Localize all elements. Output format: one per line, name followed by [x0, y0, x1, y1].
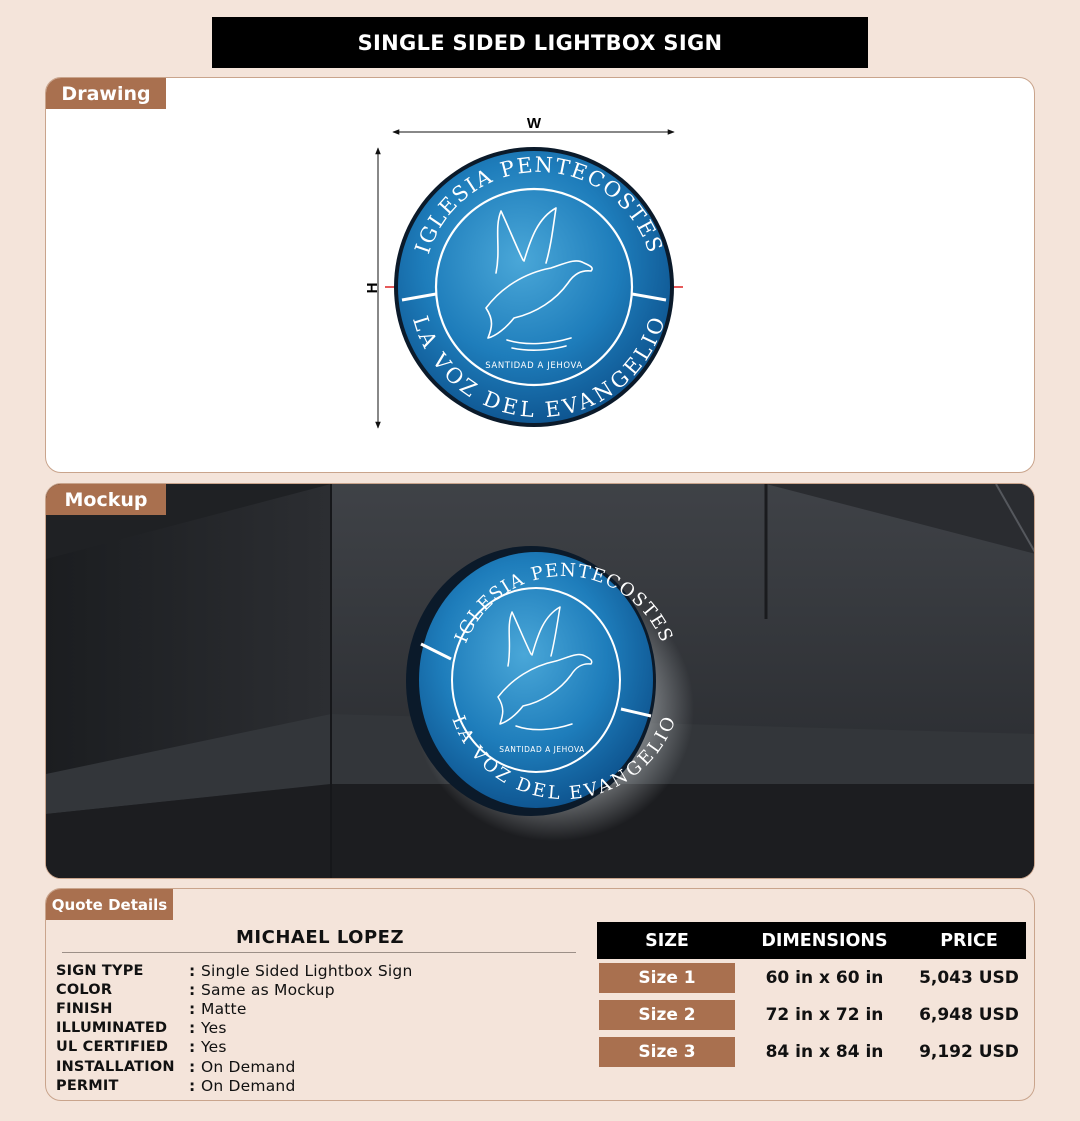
price-cell: 9,192 USD: [919, 1041, 1019, 1062]
sign-emblem: [394, 147, 674, 427]
mockup-tab-label: Mockup: [46, 484, 166, 515]
detail-label: ILLUMINATED: [56, 1020, 168, 1037]
divider: [62, 952, 576, 953]
price-cell: 5,043 USD: [919, 967, 1019, 988]
mockup-scene: [46, 484, 1035, 879]
dimensions-cell: 60 in x 60 in: [765, 967, 884, 988]
header-size: SIZE: [645, 930, 689, 951]
price-table-header: [597, 922, 1026, 959]
width-label: W: [526, 115, 542, 132]
detail-value: Same as Mockup: [201, 980, 335, 999]
detail-value: Yes: [201, 1019, 227, 1038]
detail-value: On Demand: [201, 1076, 296, 1095]
price-cell: 6,948 USD: [919, 1004, 1019, 1025]
quote-panel: [45, 888, 1035, 1101]
client-name: MICHAEL LOPEZ: [236, 927, 405, 948]
detail-row: [56, 1038, 413, 1057]
detail-value: On Demand: [201, 1057, 296, 1076]
sign-inner-text: SANTIDAD A JEHOVA: [485, 361, 583, 371]
dimensions-cell: 72 in x 72 in: [765, 1004, 884, 1025]
height-label: H: [363, 282, 381, 294]
detail-colon: :: [189, 1019, 196, 1038]
detail-row: [56, 980, 413, 999]
table-row: [597, 1033, 1026, 1070]
detail-label: FINISH: [56, 1000, 113, 1017]
table-row: [597, 996, 1026, 1033]
mockup-sign-top-text: IGLESIA PENTECOSTES: [450, 559, 678, 647]
header-dimensions: DIMENSIONS: [761, 930, 888, 951]
detail-colon: :: [189, 1057, 196, 1076]
detail-colon: :: [189, 1038, 196, 1057]
price-table: [597, 922, 1026, 1070]
sign-bottom-text: LA VOZ DEL EVANGELIO: [407, 313, 671, 423]
quote-tab-label: Quote Details: [46, 889, 173, 920]
drawing-tab-label: Drawing: [46, 78, 166, 109]
table-row: [597, 959, 1026, 996]
page-title: SINGLE SIDED LIGHTBOX SIGN: [212, 17, 868, 68]
dimensions-cell: 84 in x 84 in: [765, 1041, 884, 1062]
size-chip: Size 2: [599, 1000, 735, 1030]
detail-value: Yes: [201, 1038, 227, 1057]
sign-top-text: IGLESIA PENTECOSTES: [410, 152, 668, 257]
detail-value: Matte: [201, 999, 247, 1018]
detail-row: [56, 1057, 413, 1076]
mockup-panel: [45, 483, 1035, 879]
detail-label: COLOR: [56, 981, 113, 998]
detail-label: SIGN TYPE: [56, 962, 144, 979]
detail-row: [56, 1019, 413, 1038]
header-price: PRICE: [940, 930, 998, 951]
drawing-panel: [45, 77, 1035, 473]
size-chip: Size 3: [599, 1037, 735, 1067]
mockup-sign-inner-text: SANTIDAD A JEHOVA: [499, 745, 585, 754]
detail-row: [56, 961, 413, 980]
detail-colon: :: [189, 1076, 196, 1095]
details-list: [56, 961, 413, 1095]
detail-value: Single Sided Lightbox Sign: [201, 961, 413, 980]
detail-label: PERMIT: [56, 1077, 119, 1094]
detail-label: INSTALLATION: [56, 1058, 175, 1075]
detail-label: UL CERTIFIED: [56, 1039, 169, 1056]
sign-drawing: [46, 78, 1035, 473]
mockup-sign-bottom-text: LA VOZ DEL EVANGELIO: [447, 712, 681, 804]
detail-colon: :: [189, 980, 196, 999]
size-chip: Size 1: [599, 963, 735, 993]
detail-row: [56, 999, 413, 1018]
detail-colon: :: [189, 999, 196, 1018]
detail-colon: :: [189, 961, 196, 980]
detail-row: [56, 1076, 413, 1095]
